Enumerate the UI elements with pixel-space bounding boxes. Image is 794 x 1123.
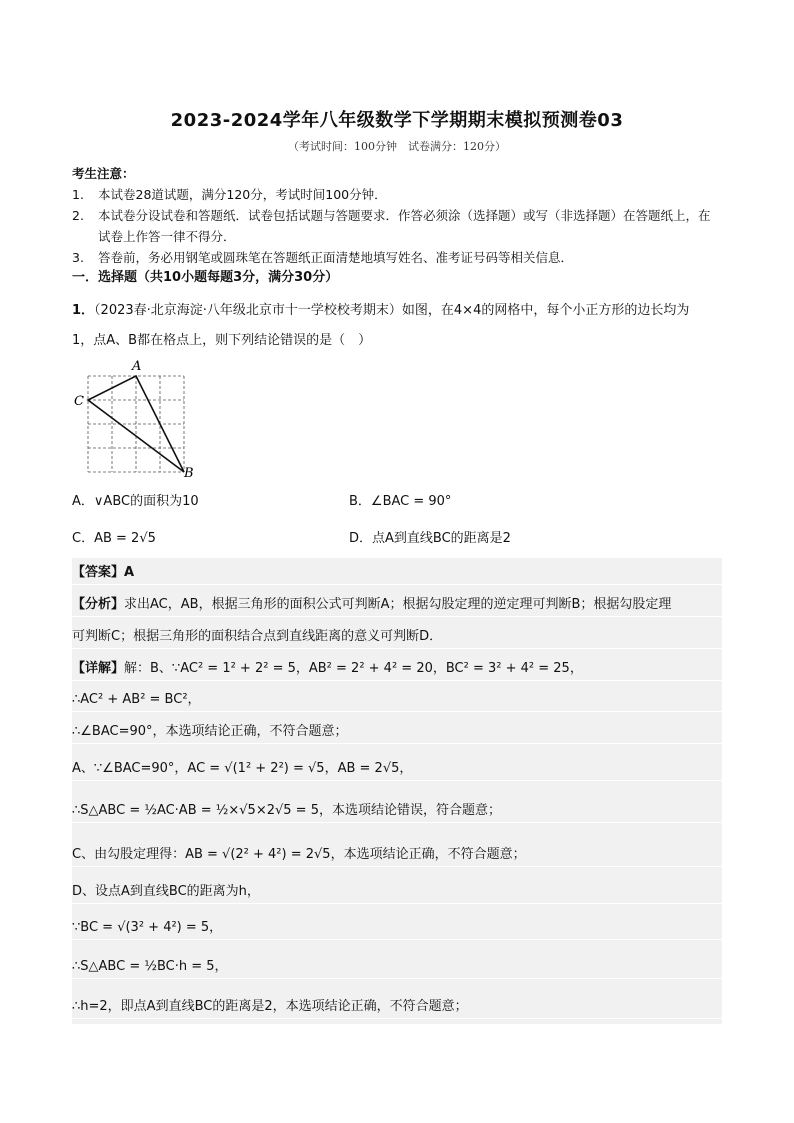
- page-title: 2023-2024学年八年级数学下学期期末模拟预测卷03: [170, 110, 624, 131]
- question-text-line1: 如图，在4×4的网格中，每个小正方形的边长均为: [401, 303, 690, 318]
- note-item: [72, 247, 722, 268]
- detail-row: [72, 658, 722, 681]
- detail-line4: A、∵∠BAC=90°，AC = √(1² + 2²) = √5，AB = 2√5，: [72, 758, 722, 781]
- solution-block: [72, 558, 722, 1024]
- analysis-line2: 可判断C；根据三角形的面积结合点到直线距离的意义可判断D．: [72, 626, 722, 649]
- label-c: C: [74, 394, 84, 409]
- note-item: [72, 205, 722, 247]
- option-d: [349, 527, 511, 546]
- detail-line9: ∴S△ABC = ½BC·h = 5，: [72, 956, 722, 979]
- note-item: [72, 184, 722, 205]
- answer-tag: 【答案】: [72, 565, 125, 580]
- question-source: （2023春·北京海淀·八年级北京市十一学校校考期末）: [94, 303, 402, 318]
- candidate-notes: [72, 163, 722, 268]
- option-b: [349, 490, 451, 509]
- label-a: A: [132, 359, 142, 374]
- option-a-text: ∨ABC的面积为10: [93, 494, 199, 509]
- analysis-row: [72, 594, 722, 617]
- section-heading: 一．选择题（共10小题每题3分，满分30分）: [72, 270, 339, 285]
- detail-line6: C、由勾股定理得：AB = √(2² + 4²) = 2√5，本选项结论正确，不符合题意；: [72, 844, 722, 867]
- note-number: 2.: [72, 208, 84, 223]
- detail-tag: 【详解】: [72, 661, 125, 676]
- detail-line7: D、设点A到直线BC的距离为h，: [72, 881, 722, 904]
- question-1: [72, 296, 722, 356]
- analysis-tag: 【分析】: [72, 597, 125, 612]
- option-a-label: A．: [72, 494, 94, 509]
- notes-heading: 考生注意：: [72, 166, 135, 181]
- question-text-line2: 1，点A、B都在格点上，则下列结论错误的是（ ）: [72, 333, 372, 348]
- note-text: 本试卷分设试卷和答题纸．试卷包括试题与答题要求．作答必须涂（选择题）或写（非选择题）在答题纸上，在试卷上作答一律不得分．: [98, 208, 711, 244]
- exam-duration-info: （考试时间：100分钟 试卷满分：120分）: [288, 140, 506, 153]
- question-number: 1．: [72, 303, 95, 318]
- note-text: 本试卷28道试题，满分120分，考试时间100分钟．: [98, 187, 387, 202]
- note-text: 答卷前，务必用钢笔或圆珠笔在答题纸正面清楚地填写姓名、准考证号码等相关信息．: [98, 250, 574, 265]
- detail-line1: 解：B、∵AC² = 1² + 2² = 5，AB² = 2² + 4² = 20，BC² = 3² + 4² = 25，: [124, 661, 583, 676]
- option-c-label: C．: [72, 531, 95, 546]
- option-a: [72, 490, 199, 509]
- note-number: 3.: [72, 250, 84, 265]
- detail-line5: ∴S△ABC = ½AC·AB = ½×√5×2√5 = 5，本选项结论错误，符合题意；: [72, 800, 722, 823]
- option-d-label: D．: [349, 531, 373, 546]
- label-b: B: [184, 466, 194, 478]
- answer-value: A: [124, 565, 135, 580]
- option-b-label: B．: [349, 494, 371, 509]
- detail-line8: ∵BC = √(3² + 4²) = 5，: [72, 917, 722, 940]
- detail-line10: ∴h=2，即点A到直线BC的距离是2，本选项结论正确，不符合题意；: [72, 996, 722, 1019]
- option-c: [72, 527, 156, 546]
- option-b-text: ∠BAC = 90°: [370, 494, 452, 509]
- exam-page: [72, 0, 722, 1123]
- detail-line3: ∴∠BAC=90°，本选项结论正确，不符合题意；: [72, 721, 722, 744]
- grid-figure: [72, 358, 202, 478]
- analysis-line1: 求出AC，AB，根据三角形的面积公式可判断A；根据勾股定理的逆定理可判断B；根据勾股定理: [124, 597, 672, 612]
- answer-row: [72, 562, 722, 585]
- detail-line2: ∴AC² + AB² = BC²，: [72, 689, 722, 712]
- note-number: 1.: [72, 187, 84, 202]
- option-d-text: 点A到直线BC的距离是2: [372, 531, 511, 546]
- option-c-text: AB = 2√5: [94, 531, 156, 546]
